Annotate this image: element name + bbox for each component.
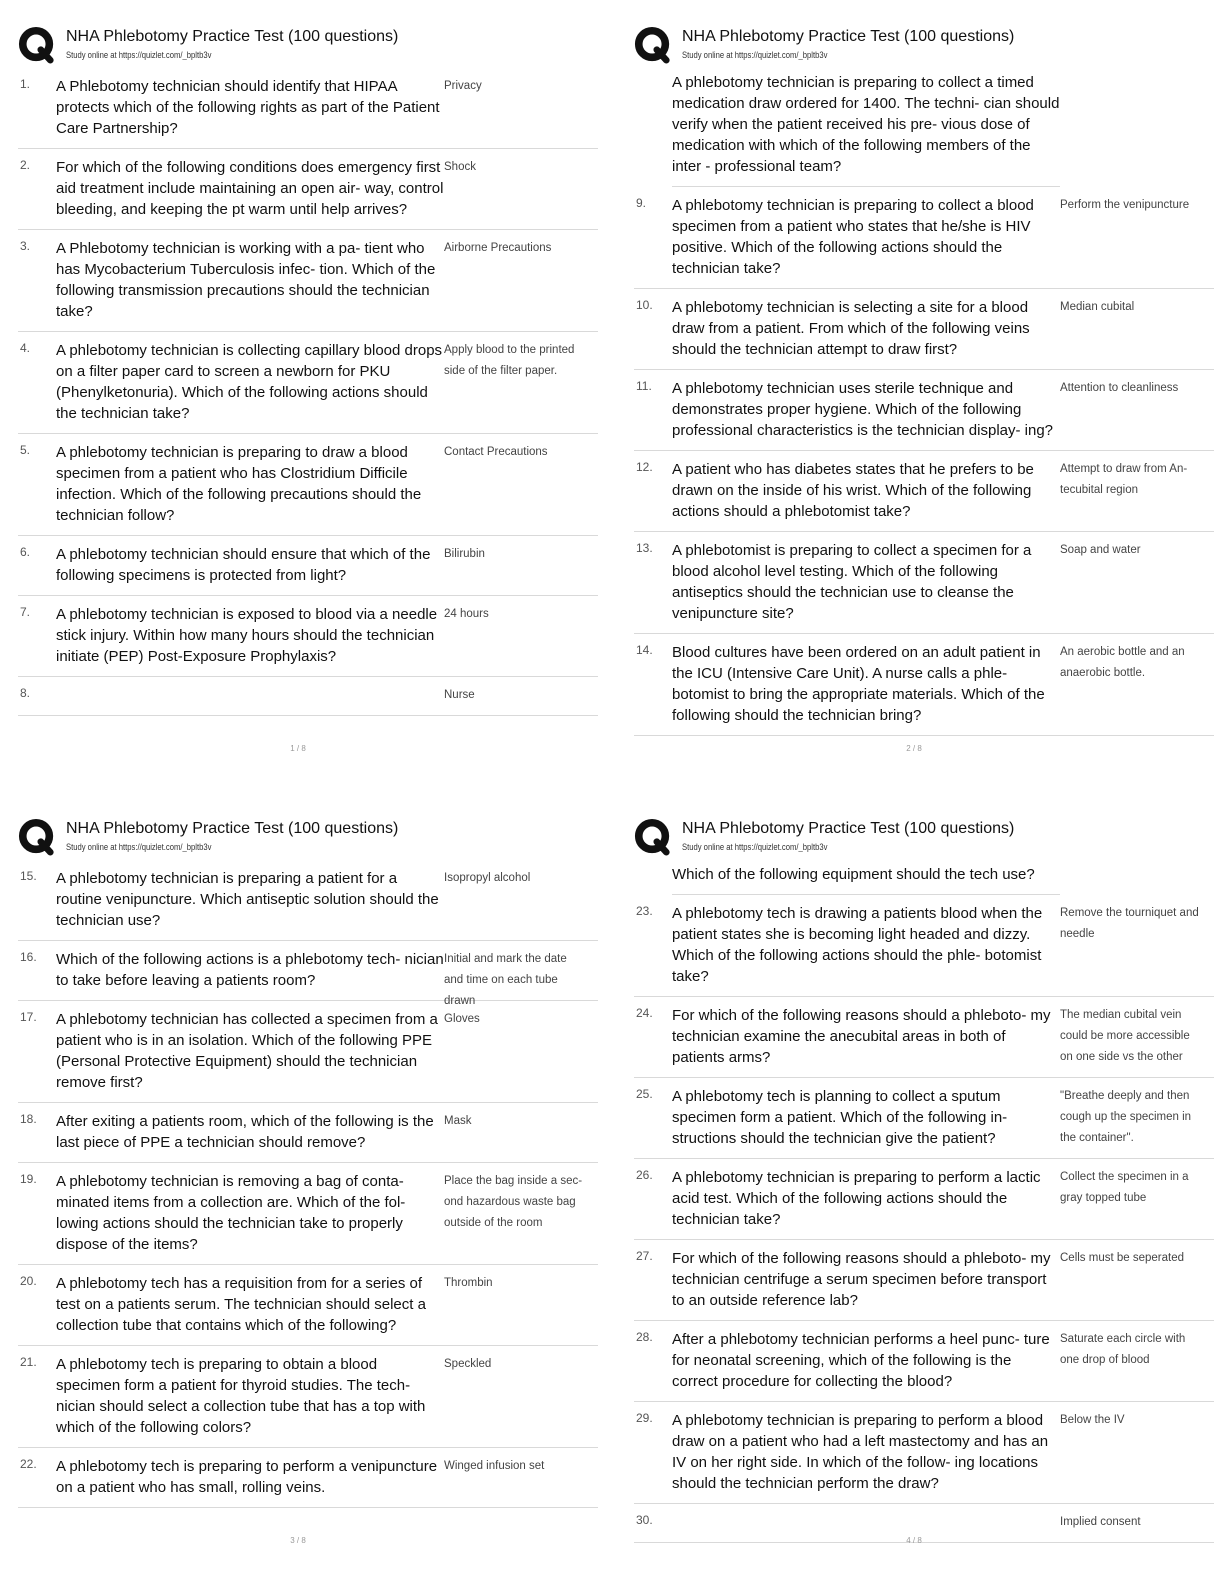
answer-text: Below the IV	[1060, 1414, 1125, 1426]
question-number: 17.	[20, 1010, 37, 1024]
page-header	[634, 24, 1214, 66]
question-text: Which of the following actions is a phlebotomy tech- nician to take before leaving a patients room?	[56, 951, 444, 989]
page-4	[634, 798, 1214, 1558]
answer-text: Winged infusion set	[444, 1460, 545, 1472]
question-number: 4.	[20, 341, 31, 355]
question-card	[18, 596, 598, 677]
question-text: A phlebotomy technician has collected a specimen from a patient who is in an isolation. Which of the following PPE (Personal Protective Equipment) should the technician remove first?	[56, 1011, 438, 1091]
question-number: 18.	[20, 1112, 37, 1126]
question-card	[18, 536, 598, 596]
page-3	[18, 798, 598, 1558]
page-number: 1 / 8	[290, 744, 306, 753]
question-card	[634, 997, 1214, 1078]
question-number: 2.	[20, 158, 31, 172]
question-card	[18, 68, 598, 149]
question-card	[18, 1265, 598, 1346]
question-list	[634, 68, 1214, 736]
quizlet-logo-icon	[634, 26, 672, 64]
answer-text: "Breathe deeply and then cough up the specimen in the container".	[1060, 1090, 1192, 1144]
question-card	[18, 230, 598, 332]
question-text: A Phlebotomy technician is working with a pa- tient who has Mycobacterium Tuberculosis infec- tion. Which of the following transmission precautions should the technician take?	[56, 240, 436, 320]
question-card	[18, 1103, 598, 1163]
question-number: 19.	[20, 1172, 37, 1186]
question-number: 7.	[20, 605, 31, 619]
answer-text: Implied consent	[1060, 1516, 1141, 1528]
answer-text: Collect the specimen in a gray topped tube	[1060, 1171, 1189, 1204]
page-number: 2 / 8	[906, 744, 922, 753]
question-card	[634, 895, 1214, 997]
page-title: NHA Phlebotomy Practice Test (100 questions)	[66, 820, 399, 837]
answer-text: Median cubital	[1060, 301, 1135, 313]
answer-text: Airborne Precautions	[444, 242, 552, 254]
question-list	[18, 860, 598, 1508]
answer-text: Contact Precautions	[444, 446, 548, 458]
question-number: 30.	[636, 1513, 653, 1527]
question-text: A phlebotomy technician is preparing a patient for a routine venipuncture. Which antiseptic solution should the technician use?	[56, 870, 439, 929]
question-number: 12.	[636, 460, 653, 474]
question-card	[18, 1346, 598, 1448]
page-number: 4 / 8	[906, 1536, 922, 1545]
question-card	[634, 1402, 1214, 1504]
answer-text: Mask	[444, 1115, 472, 1127]
question-text: A phlebotomy technician is collecting capillary blood drops on a filter paper card to screen a newborn for PKU (Phenylketonuria). Which of the following actions should the technician take?	[56, 342, 443, 422]
question-text: A phlebotomy tech is drawing a patients blood when the patient states she is becoming light headed and dizzy. Which of the following actions should the phle- botomist take?	[672, 905, 1043, 985]
question-card	[634, 370, 1214, 451]
question-text: For which of the following conditions does emergency first aid treatment include maintaining an open air- way, control bleeding, and keeping the pt warm until help arrives?	[56, 159, 444, 218]
question-text: A phlebotomy technician is selecting a site for a blood draw from a patient. From which of the following veins should the technician attempt to draw first?	[672, 299, 1030, 358]
question-number: 16.	[20, 950, 37, 964]
question-number: 25.	[636, 1087, 653, 1101]
question-text: Blood cultures have been ordered on an adult patient in the ICU (Intensive Care Unit). A nurse calls a phle- botomist to bring the appropriate materials. Which of the following should the technician bring?	[672, 644, 1045, 724]
answer-text: Thrombin	[444, 1277, 493, 1289]
question-card	[18, 860, 598, 941]
quizlet-logo-icon	[18, 818, 56, 856]
question-text: After a phlebotomy technician performs a heel punc- ture for neonatal screening, which of the following is the correct procedure for collecting the blood?	[672, 1331, 1050, 1390]
question-card	[634, 1159, 1214, 1240]
question-list	[18, 68, 598, 716]
question-card	[18, 1163, 598, 1265]
answer-text: Gloves	[444, 1013, 480, 1025]
page-number: 3 / 8	[290, 1536, 306, 1545]
question-number: 6.	[20, 545, 31, 559]
answer-text: An aerobic bottle and an anaerobic bottle.	[1060, 646, 1185, 679]
question-card	[634, 187, 1214, 289]
question-text: A phlebotomy tech is planning to collect a sputum specimen form a patient. Which of the following in- structions should the technician give the patient?	[672, 1088, 1008, 1147]
answer-text: Speckled	[444, 1358, 492, 1370]
question-number: 8.	[20, 686, 31, 700]
answer-text: Soap and water	[1060, 544, 1141, 556]
question-card	[18, 1448, 598, 1508]
study-link[interactable]: Study online at https://quizlet.com/_bpltb3v	[66, 50, 212, 60]
question-text: A phlebotomy tech is preparing to perform a venipuncture on a patient who has small, rolling veins.	[56, 1458, 438, 1496]
page-header	[18, 24, 598, 66]
question-number: 11.	[636, 379, 652, 393]
study-link[interactable]: Study online at https://quizlet.com/_bpltb3v	[682, 50, 828, 60]
question-number: 5.	[20, 443, 31, 457]
question-card	[634, 634, 1214, 736]
question-number: 1.	[20, 77, 31, 91]
question-list	[634, 860, 1214, 1543]
page-2	[634, 6, 1214, 766]
quizlet-logo-icon	[18, 26, 56, 64]
question-text: A phlebotomy technician is preparing to perform a blood draw on a patient who had a left mastectomy and has an IV on her right side. In which of the follow- ing locations should the technician perform the draw?	[672, 1412, 1049, 1492]
question-text: A phlebotomy tech is preparing to obtain a blood specimen form a patient for thyroid studies. The tech- nician should select a collection tube that has a top with which of the following colors?	[56, 1356, 426, 1436]
answer-text: The median cubital vein could be more accessible on one side vs the other	[1060, 1009, 1190, 1063]
answer-text: Perform the venipuncture	[1060, 199, 1190, 211]
answer-text: Initial and mark the date and time on each tube drawn	[444, 953, 567, 1007]
question-card	[634, 532, 1214, 634]
question-card	[18, 149, 598, 230]
question-number: 9.	[636, 196, 647, 210]
answer-text: Remove the tourniquet and needle	[1060, 907, 1199, 940]
question-text: A phlebotomist is preparing to collect a specimen for a blood alcohol level testing. Which of the following antiseptics should the technician use to cleanse the venipuncture site?	[672, 542, 1032, 622]
question-number: 13.	[636, 541, 653, 555]
answer-text: Cells must be seperated	[1060, 1252, 1185, 1264]
question-card	[634, 1240, 1214, 1321]
answer-text: Bilirubin	[444, 548, 485, 560]
question-number: 27.	[636, 1249, 653, 1263]
question-text: A phlebotomy technician is removing a bag of conta- minated items from a collection are. Which of the fol- lowing actions should the technician take to properly dispose of the items?	[56, 1173, 406, 1253]
study-link[interactable]: Study online at https://quizlet.com/_bpltb3v	[66, 842, 212, 852]
question-text: A phlebotomy technician should ensure that which of the following specimens is protected from light?	[56, 546, 431, 584]
question-number: 20.	[20, 1274, 37, 1288]
answer-text: Isopropyl alcohol	[444, 872, 531, 884]
answer-text: Place the bag inside a sec- ond hazardous waste bag outside of the room	[444, 1175, 583, 1229]
question-text: A phlebotomy technician is exposed to blood via a needle stick injury. Within how many hours should the technician initiate (PEP) Post-Exposure Prophylaxis?	[56, 606, 438, 665]
answer-text: Apply blood to the printed side of the filter paper.	[444, 344, 575, 377]
question-card	[634, 289, 1214, 370]
question-continuation: Which of the following equipment should the tech use?	[672, 860, 1060, 895]
question-card	[634, 1321, 1214, 1402]
question-card	[18, 677, 598, 716]
question-number: 22.	[20, 1457, 37, 1471]
question-text: A phlebotomy tech has a requisition from for a series of test on a patients serum. The technician should select a collection tube that contains which of the following?	[56, 1275, 426, 1334]
question-text	[672, 1512, 1060, 1533]
page-header	[634, 816, 1214, 858]
question-number: 15.	[20, 869, 37, 883]
question-text	[56, 685, 444, 706]
question-number: 23.	[636, 904, 653, 918]
question-text: After exiting a patients room, which of the following is the last piece of PPE a technician should remove?	[56, 1113, 434, 1151]
answer-text: Shock	[444, 161, 476, 173]
answer-text: Attempt to draw from An- tecubital region	[1060, 463, 1188, 496]
question-card	[18, 941, 598, 1007]
question-continuation: A phlebotomy technician is preparing to collect a timed medication draw ordered for 1400. The techni- cian should verify when the patient received his pre- vious dose of medication with which of the following members of the inter - professional team?	[672, 68, 1060, 187]
question-card	[18, 332, 598, 434]
answer-text: Nurse	[444, 689, 475, 701]
question-number: 24.	[636, 1006, 653, 1020]
question-text: For which of the following reasons should a phleboto- my technician examine the anecubital areas in both of patients arms?	[672, 1007, 1051, 1066]
question-text: A phlebotomy technician is preparing to perform a lactic acid test. Which of the following actions should the technician take?	[672, 1169, 1041, 1228]
page-title: NHA Phlebotomy Practice Test (100 questions)	[66, 28, 399, 45]
question-number: 26.	[636, 1168, 653, 1182]
question-number: 10.	[636, 298, 653, 312]
quizlet-logo-icon	[634, 818, 672, 856]
question-text: For which of the following reasons should a phleboto- my technician centrifuge a serum specimen before transport to an outside reference lab?	[672, 1250, 1051, 1309]
answer-text: Attention to cleanliness	[1060, 382, 1179, 394]
question-number: 3.	[20, 239, 31, 253]
question-number: 14.	[636, 643, 653, 657]
page-1	[18, 6, 598, 766]
page-header	[18, 816, 598, 858]
question-number: 29.	[636, 1411, 653, 1425]
question-card	[18, 1001, 598, 1103]
question-card	[634, 451, 1214, 532]
question-text: A Phlebotomy technician should identify that HIPAA protects which of the following rights as part of the Patient Care Partnership?	[56, 78, 440, 137]
question-text: A patient who has diabetes states that he prefers to be drawn on the inside of his wrist. Which of the following actions should a phlebotomist take?	[672, 461, 1034, 520]
question-text: A phlebotomy technician is preparing to collect a blood specimen from a patient who states that he/she is HIV positive. Which of the following actions should the technician take?	[672, 197, 1034, 277]
question-text: A phlebotomy technician uses sterile technique and demonstrates proper hygiene. Which of the following professional characteristics is the technician display- ing?	[672, 380, 1054, 439]
question-card	[634, 1078, 1214, 1159]
page-title: NHA Phlebotomy Practice Test (100 questions)	[682, 820, 1015, 837]
answer-text: Saturate each circle with one drop of blood	[1060, 1333, 1186, 1366]
question-text: A phlebotomy technician is preparing to draw a blood specimen from a patient who has Clostridium Difficile infection. Which of the following precautions should the technician follow?	[56, 444, 422, 524]
study-link[interactable]: Study online at https://quizlet.com/_bpltb3v	[682, 842, 828, 852]
answer-text: 24 hours	[444, 608, 489, 620]
question-card	[18, 434, 598, 536]
question-number: 21.	[20, 1355, 37, 1369]
question-number: 28.	[636, 1330, 653, 1344]
answer-text: Privacy	[444, 80, 482, 92]
page-title: NHA Phlebotomy Practice Test (100 questions)	[682, 28, 1015, 45]
